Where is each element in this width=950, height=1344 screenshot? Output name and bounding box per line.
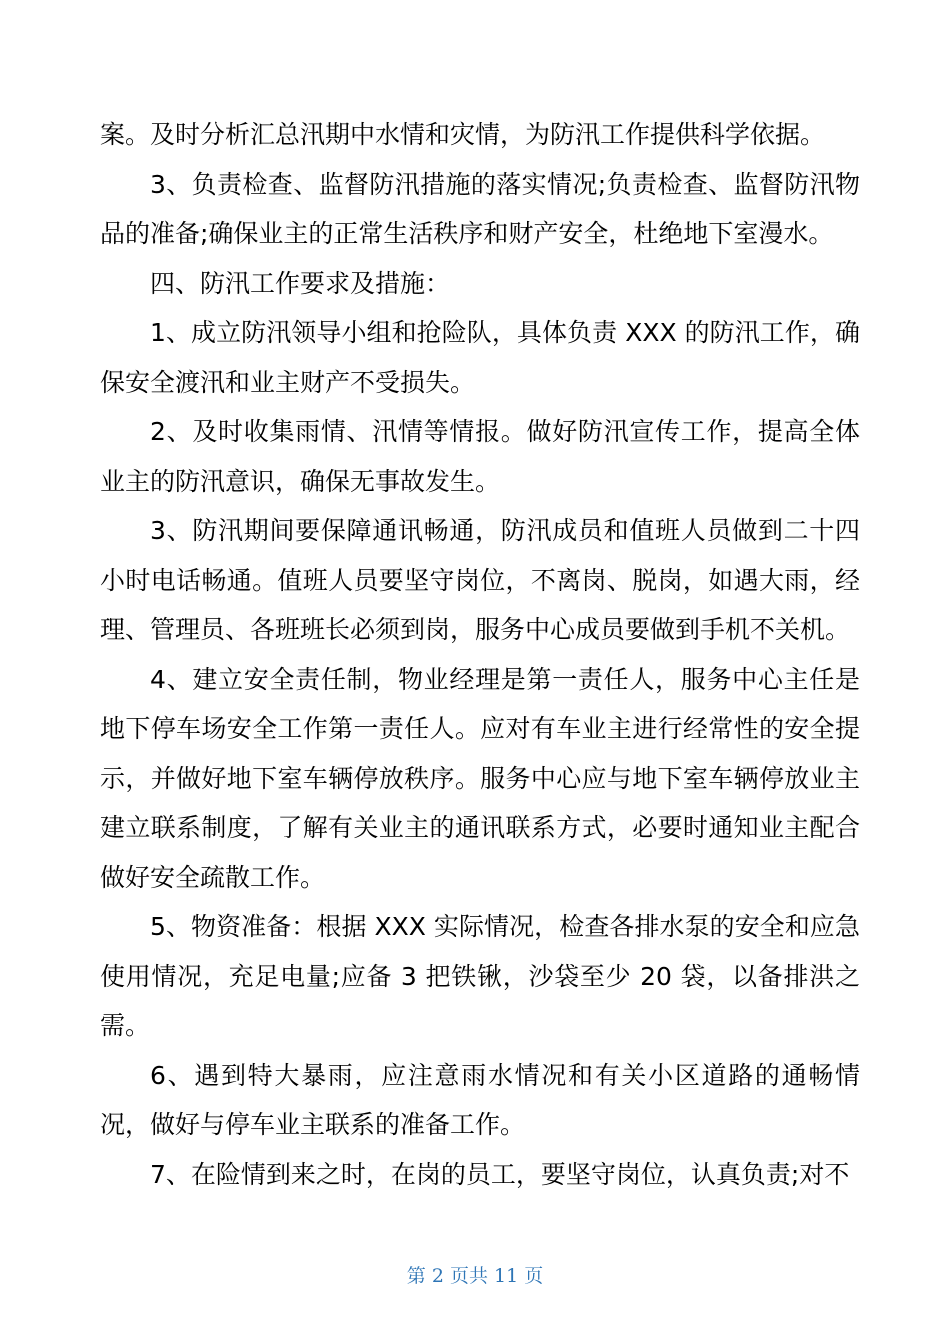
document-body	[100, 110, 860, 1199]
paragraph-item-4: 4、建立安全责任制，物业经理是第一责任人，服务中心主任是地下停车场安全工作第一责任人。应对有车业主进行经常性的安全提示，并做好地下室车辆停放秩序。服务中心应与地下室车辆停放业主建立联系制度，了解有关业主的通讯联系方式，必要时通知业主配合做好安全疏散工作。	[100, 664, 860, 892]
paragraph-item-3-duty: 3、负责检查、监督防汛措施的落实情况;负责检查、监督防汛物品的准备;确保业主的正常生活秩序和财产安全，杜绝地下室漫水。	[100, 169, 860, 248]
paragraph-item-3: 3、防汛期间要保障通讯畅通，防汛成员和值班人员做到二十四小时电话畅通。值班人员要坚守岗位，不离岗、脱岗，如遇大雨，经理、管理员、各班班长必须到岗，服务中心成员要做到手机不关机。	[100, 516, 860, 644]
section-heading-requirements: 四、防汛工作要求及措施：	[150, 268, 451, 298]
paragraph-item-7: 7、在险情到来之时，在岗的员工，要坚守岗位，认真负责;对不	[150, 1159, 850, 1189]
paragraph-item-5: 5、物资准备：根据 XXX 实际情况，检查各排水泵的安全和应急使用情况，充足电量;应备 3 把铁锹，沙袋至少 20 袋，以备排洪之需。	[100, 912, 860, 1040]
paragraph-continuation: 案。及时分析汇总汛期中水情和灾情，为防汛工作提供科学依据。	[100, 120, 826, 149]
paragraph-item-2: 2、及时收集雨情、汛情等情报。做好防汛宣传工作，提高全体业主的防汛意识，确保无事故发生。	[100, 417, 860, 496]
page-number-footer: 第 2 页共 11 页	[406, 1265, 544, 1287]
paragraph-item-6: 6、遇到特大暴雨，应注意雨水情况和有关小区道路的通畅情况，做好与停车业主联系的准备工作。	[100, 1060, 860, 1139]
paragraph-item-1: 1、成立防汛领导小组和抢险队，具体负责 XXX 的防汛工作，确保安全渡汛和业主财产不受损失。	[100, 318, 860, 397]
